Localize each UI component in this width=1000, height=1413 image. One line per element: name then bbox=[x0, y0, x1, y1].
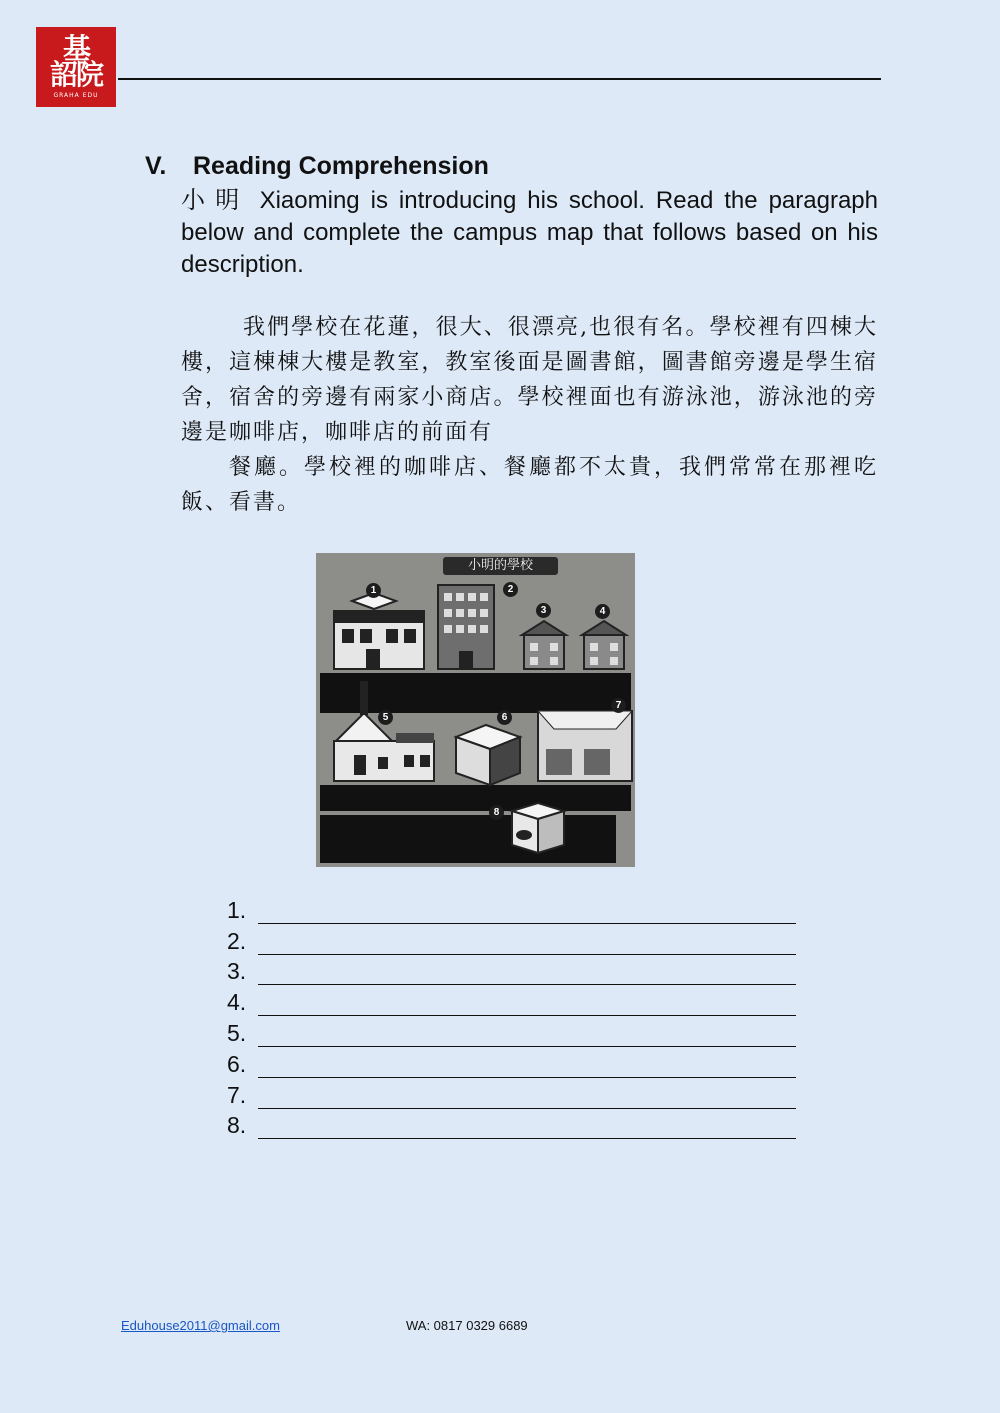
passage-line-1: 我們學校在花蓮，很大、很漂亮,也很有名。學校裡有四棟大樓，這棟棟大樓是教室，教室後面是圖書館，圖書館旁邊是學生宿舍，宿舍的旁邊有兩家小商店。學校裡面也有游泳池，游泳池的旁邊是咖啡店，咖啡店的前面有 bbox=[181, 315, 878, 445]
answer-row-3 bbox=[227, 955, 796, 986]
answer-blank-3[interactable] bbox=[258, 962, 796, 985]
answer-blank-7[interactable] bbox=[258, 1086, 796, 1109]
answer-row-5 bbox=[227, 1016, 796, 1047]
answer-number: 1. bbox=[227, 896, 247, 923]
map-marker-5: 5 bbox=[378, 710, 393, 725]
answer-blank-1[interactable] bbox=[258, 901, 796, 924]
campus-map-image bbox=[316, 553, 635, 867]
map-marker-4: 4 bbox=[595, 604, 610, 619]
logo bbox=[36, 27, 116, 107]
section-number: V. bbox=[145, 152, 167, 180]
header-rule bbox=[118, 78, 881, 80]
answer-blank-5[interactable] bbox=[258, 1024, 796, 1047]
section-title-text: Reading Comprehension bbox=[193, 152, 489, 180]
answer-row-4 bbox=[227, 985, 796, 1016]
footer-email-link[interactable]: Eduhouse2011@gmail.com bbox=[121, 1318, 280, 1333]
map-marker-6: 6 bbox=[497, 710, 512, 725]
map-marker-2: 2 bbox=[503, 582, 518, 597]
map-marker-3: 3 bbox=[536, 603, 551, 618]
answer-blank-8[interactable] bbox=[258, 1116, 796, 1139]
answer-blank-2[interactable] bbox=[258, 932, 796, 955]
intro-paragraph bbox=[181, 184, 878, 281]
answer-blank-6[interactable] bbox=[258, 1055, 796, 1078]
map-marker-7: 7 bbox=[611, 698, 626, 713]
section-title bbox=[145, 152, 489, 181]
campus-map-drawing bbox=[316, 553, 635, 867]
logo-glyphs: 基 詔院 bbox=[49, 31, 102, 91]
intro-text: Xiaoming is introducing his school. Read the paragraph below and complete the campus map that follows based on his description. bbox=[181, 187, 878, 278]
map-title: 小明的學校 bbox=[443, 557, 558, 575]
answer-number: 8. bbox=[227, 1112, 247, 1139]
answer-list bbox=[227, 893, 796, 1139]
answer-row-6 bbox=[227, 1047, 796, 1078]
answer-row-8 bbox=[227, 1109, 796, 1140]
answer-number: 2. bbox=[227, 927, 247, 954]
answer-row-2 bbox=[227, 924, 796, 955]
logo-text: GRAHA EDU bbox=[53, 91, 99, 99]
answer-blank-4[interactable] bbox=[258, 993, 796, 1016]
map-marker-8: 8 bbox=[489, 805, 504, 820]
map-marker-1: 1 bbox=[366, 583, 381, 598]
chinese-passage bbox=[181, 310, 878, 520]
passage-line-2: 餐廳。學校裡的咖啡店、餐廳都不太貴，我們常常在那裡吃飯、看書。 bbox=[181, 455, 878, 515]
intro-name: 小明 bbox=[181, 186, 250, 214]
answer-number: 4. bbox=[227, 989, 247, 1016]
answer-number: 3. bbox=[227, 958, 247, 985]
answer-number: 6. bbox=[227, 1050, 247, 1077]
footer-whatsapp: WA: 0817 0329 6689 bbox=[406, 1318, 528, 1333]
answer-row-1 bbox=[227, 893, 796, 924]
answer-number: 7. bbox=[227, 1081, 247, 1108]
answer-number: 5. bbox=[227, 1019, 247, 1046]
answer-row-7 bbox=[227, 1078, 796, 1109]
